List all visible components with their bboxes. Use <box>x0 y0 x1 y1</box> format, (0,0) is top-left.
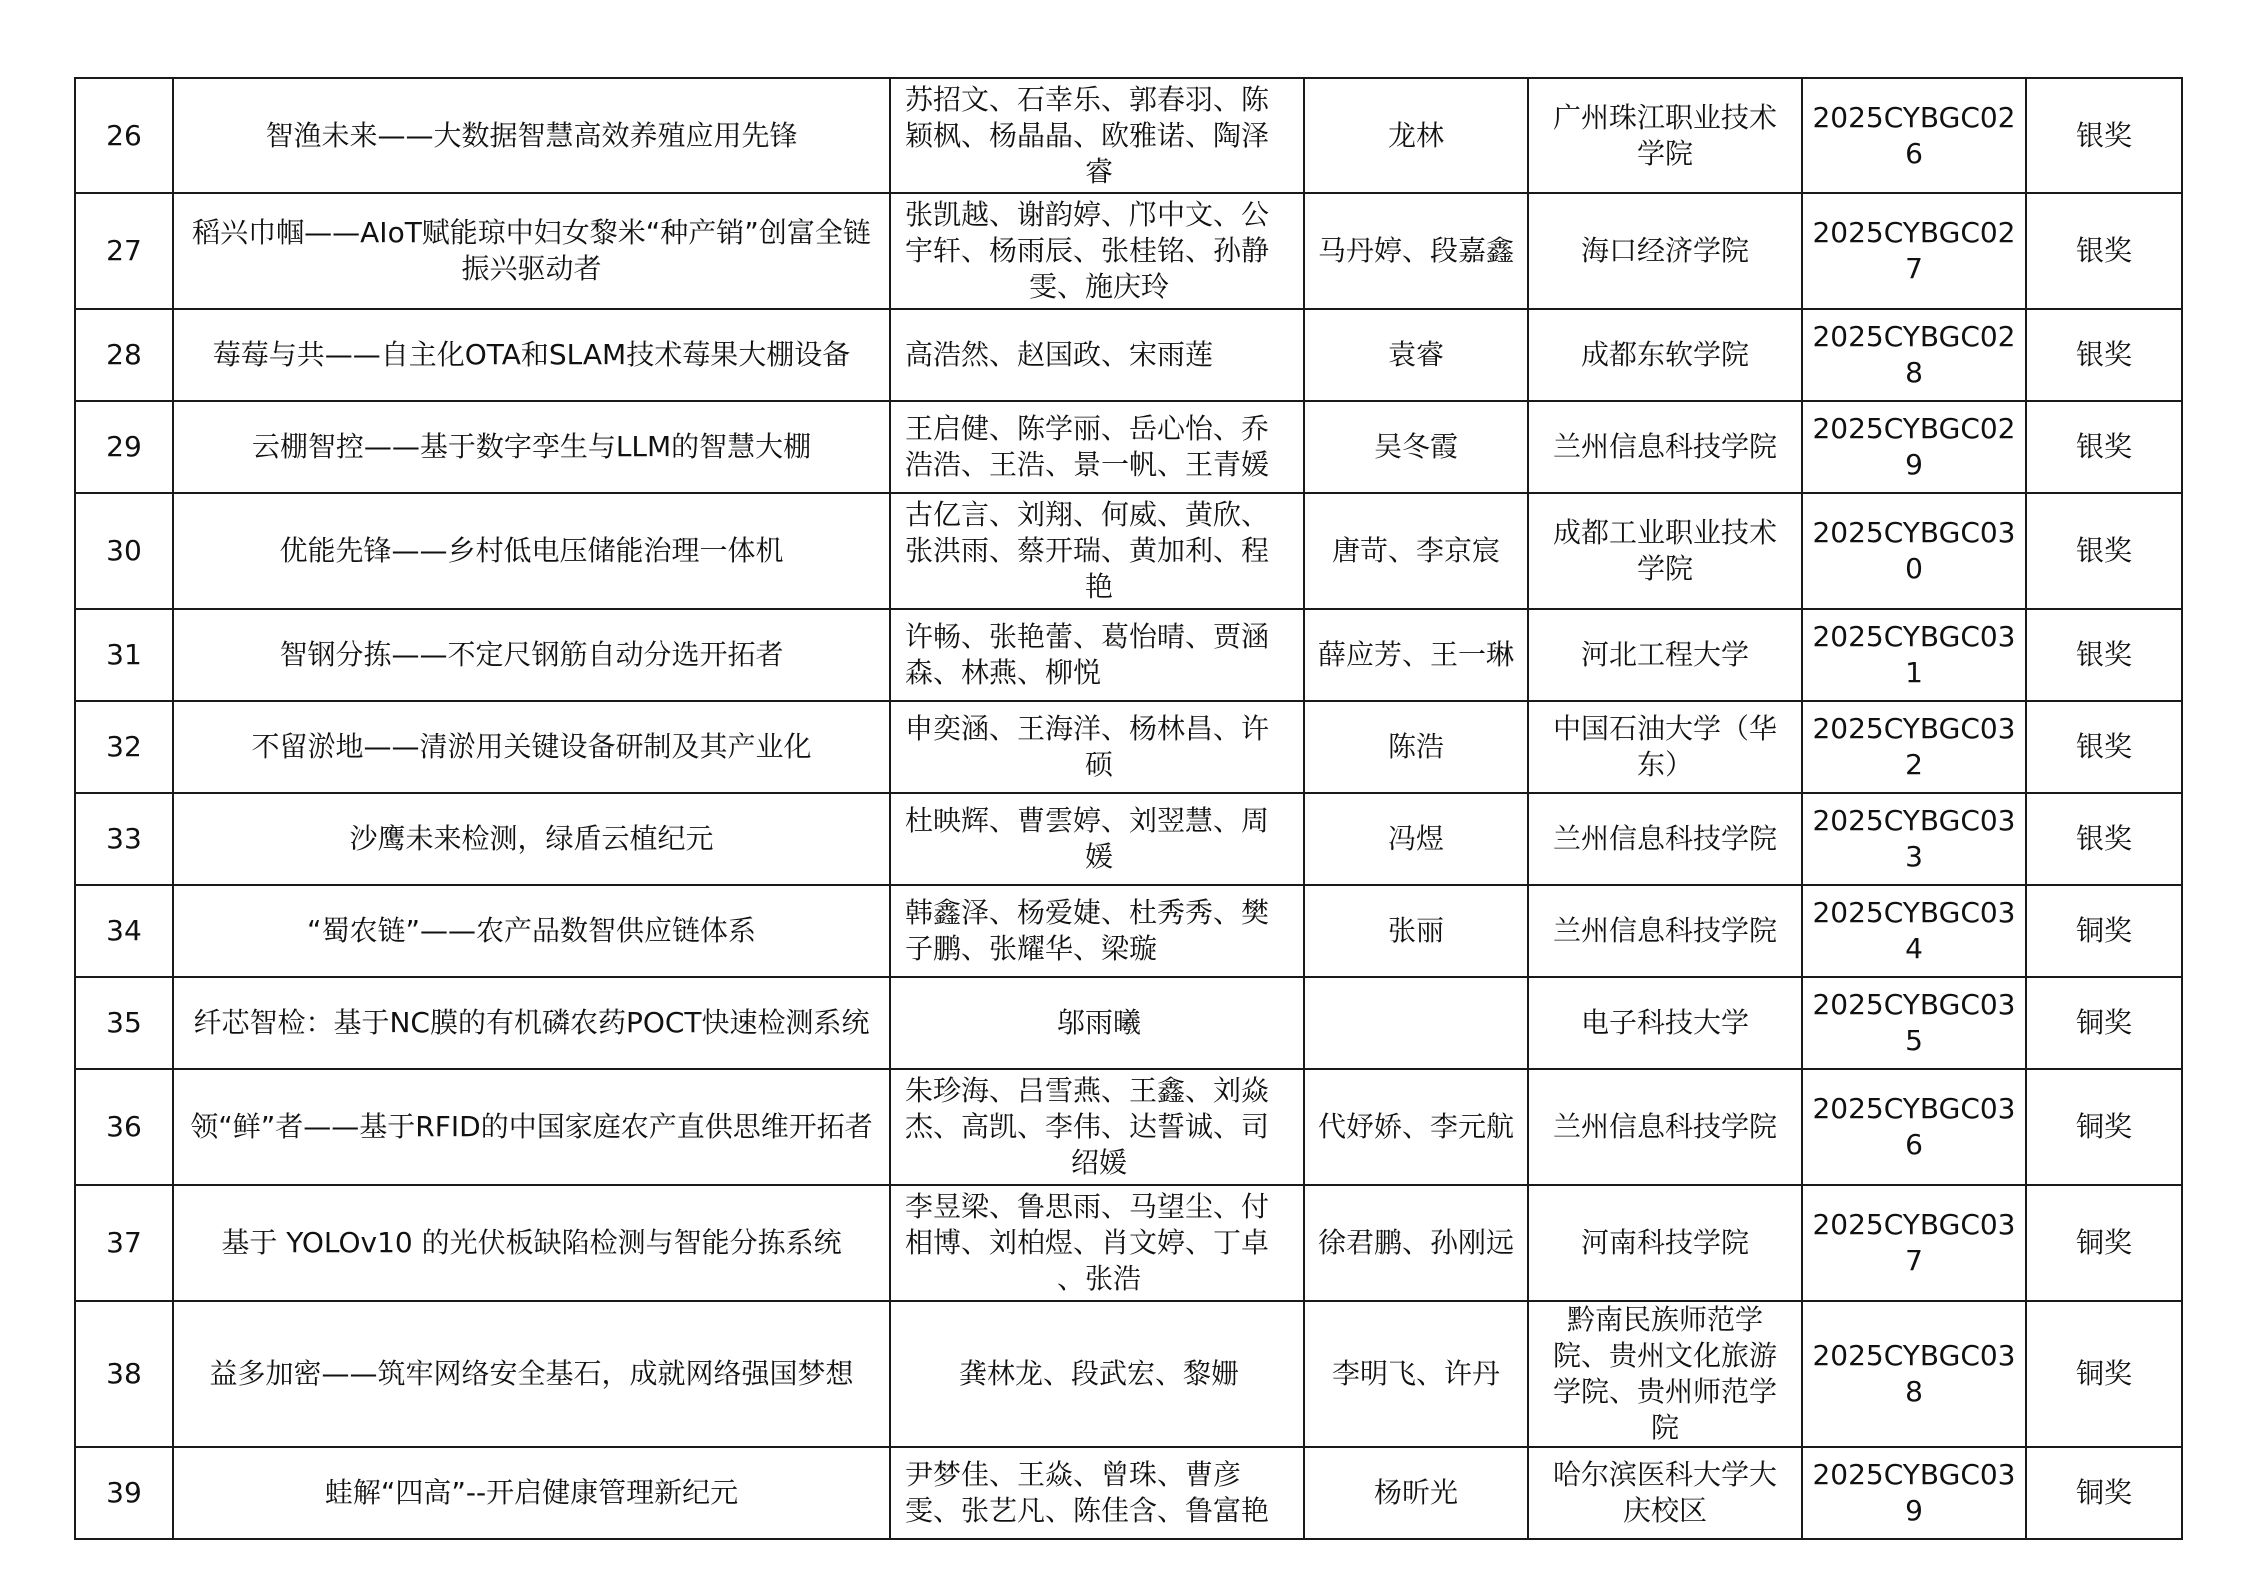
team-members-tail: 硕 <box>1084 748 1113 781</box>
institution: 海口经济学院 <box>1528 193 1802 309</box>
table-row <box>75 1069 2182 1185</box>
institution: 河北工程大学 <box>1528 609 1802 701</box>
advisor: 张丽 <box>1304 885 1528 977</box>
project-title: 智钢分拣——不定尺钢筋自动分选开拓者 <box>173 609 890 701</box>
row-number: 38 <box>75 1301 173 1447</box>
institution: 兰州信息科技学院 <box>1528 1069 1802 1185</box>
award-level: 铜奖 <box>2026 885 2182 977</box>
team-members <box>890 1185 1304 1301</box>
table-row <box>75 885 2182 977</box>
advisor: 唐苛、李京宸 <box>1304 493 1528 609</box>
institution: 兰州信息科技学院 <box>1528 401 1802 493</box>
advisor: 袁睿 <box>1304 309 1528 401</box>
row-number: 27 <box>75 193 173 309</box>
table-row <box>75 309 2182 401</box>
project-title: 智渔未来——大数据智慧高效养殖应用先锋 <box>173 78 890 193</box>
row-number: 33 <box>75 793 173 885</box>
project-code: 2025CYBGC032 <box>1802 701 2026 793</box>
advisor: 陈浩 <box>1304 701 1528 793</box>
team-members-text: 申奕涵、王海洋、杨林昌、许 <box>905 712 1270 745</box>
team-members <box>890 78 1304 193</box>
award-level: 银奖 <box>2026 309 2182 401</box>
team-members-text: 尹梦佳、王焱、曾珠、曹彦雯、张艺凡、陈佳含、鲁富艳 <box>905 1458 1270 1527</box>
table-body <box>75 78 2182 1539</box>
table-row <box>75 193 2182 309</box>
team-members-text: 朱珍海、吕雪燕、王鑫、刘焱杰、高凯、李伟、达誓诚、司 <box>905 1074 1270 1143</box>
team-members-text: 王启健、陈学丽、岳心怡、乔浩浩、王浩、景一帆、王青媛 <box>905 412 1270 481</box>
team-members <box>890 1447 1304 1539</box>
project-code: 2025CYBGC038 <box>1802 1301 2026 1447</box>
row-number: 30 <box>75 493 173 609</box>
row-number: 34 <box>75 885 173 977</box>
team-members <box>890 1069 1304 1185</box>
advisor: 杨昕光 <box>1304 1447 1528 1539</box>
institution: 中国石油大学（华东） <box>1528 701 1802 793</box>
row-number: 29 <box>75 401 173 493</box>
team-members <box>890 493 1304 609</box>
project-code: 2025CYBGC039 <box>1802 1447 2026 1539</box>
row-number: 35 <box>75 977 173 1069</box>
team-members-tail: 龚林龙、段武宏、黎姗 <box>958 1357 1239 1390</box>
team-members <box>890 193 1304 309</box>
table-row <box>75 401 2182 493</box>
advisor: 李明飞、许丹 <box>1304 1301 1528 1447</box>
project-title: 云棚智控——基于数字孪生与LLM的智慧大棚 <box>173 401 890 493</box>
project-code: 2025CYBGC026 <box>1802 78 2026 193</box>
team-members <box>890 885 1304 977</box>
team-members-text: 苏招文、石幸乐、郭春羽、陈颖枫、杨晶晶、欧雅诺、陶泽 <box>905 82 1270 152</box>
row-number: 37 <box>75 1185 173 1301</box>
award-level: 银奖 <box>2026 609 2182 701</box>
project-code: 2025CYBGC030 <box>1802 493 2026 609</box>
team-members-text: 高浩然、赵国政、宋雨莲 <box>905 338 1214 371</box>
team-members-tail: 睿 <box>1084 154 1113 188</box>
award-level: 银奖 <box>2026 193 2182 309</box>
institution: 电子科技大学 <box>1528 977 1802 1069</box>
award-level: 银奖 <box>2026 78 2182 193</box>
institution: 成都东软学院 <box>1528 309 1802 401</box>
table-row <box>75 1301 2182 1447</box>
project-title: 纤芯智检：基于NC膜的有机磷农药POCT快速检测系统 <box>173 977 890 1069</box>
team-members <box>890 401 1304 493</box>
table-row <box>75 701 2182 793</box>
project-title: 沙鹰未来检测，绿盾云植纪元 <box>173 793 890 885</box>
advisor: 吴冬霞 <box>1304 401 1528 493</box>
team-members-text: 韩鑫泽、杨爱婕、杜秀秀、樊子鹏、张耀华、梁璇 <box>905 896 1270 965</box>
project-code: 2025CYBGC031 <box>1802 609 2026 701</box>
award-level: 银奖 <box>2026 793 2182 885</box>
advisor: 冯煜 <box>1304 793 1528 885</box>
team-members <box>890 609 1304 701</box>
project-title: “蜀农链”——农产品数智供应链体系 <box>173 885 890 977</box>
team-members <box>890 1301 1304 1447</box>
advisor: 徐君鹏、孙刚远 <box>1304 1185 1528 1301</box>
table-row <box>75 1447 2182 1539</box>
row-number: 26 <box>75 78 173 193</box>
project-code: 2025CYBGC037 <box>1802 1185 2026 1301</box>
table-row <box>75 493 2182 609</box>
award-level: 铜奖 <box>2026 1301 2182 1447</box>
team-members-tail: 媛 <box>1084 840 1113 873</box>
institution: 兰州信息科技学院 <box>1528 793 1802 885</box>
advisor: 薛应芳、王一琳 <box>1304 609 1528 701</box>
team-members-text: 许畅、张艳蕾、葛怡晴、贾涵森、林燕、柳悦 <box>905 620 1270 689</box>
row-number: 39 <box>75 1447 173 1539</box>
team-members-text: 杜映辉、曹雲婷、刘翌慧、周 <box>905 804 1270 837</box>
award-level: 银奖 <box>2026 701 2182 793</box>
team-members <box>890 793 1304 885</box>
project-title: 优能先锋——乡村低电压储能治理一体机 <box>173 493 890 609</box>
award-level: 银奖 <box>2026 493 2182 609</box>
project-title: 蛙解“四高”--开启健康管理新纪元 <box>173 1447 890 1539</box>
team-members <box>890 701 1304 793</box>
institution: 河南科技学院 <box>1528 1185 1802 1301</box>
project-title: 领“鲜”者——基于RFID的中国家庭农产直供思维开拓者 <box>173 1069 890 1185</box>
award-level: 铜奖 <box>2026 977 2182 1069</box>
table-row <box>75 1185 2182 1301</box>
advisor: 马丹婷、段嘉鑫 <box>1304 193 1528 309</box>
team-members <box>890 977 1304 1069</box>
table-row <box>75 78 2182 193</box>
row-number: 28 <box>75 309 173 401</box>
project-code: 2025CYBGC036 <box>1802 1069 2026 1185</box>
institution: 哈尔滨医科大学大庆校区 <box>1528 1447 1802 1539</box>
team-members-tail: 邬雨曦 <box>1056 1006 1141 1039</box>
project-title: 益多加密——筑牢网络安全基石，成就网络强国梦想 <box>173 1301 890 1447</box>
award-level: 铜奖 <box>2026 1447 2182 1539</box>
table-row <box>75 793 2182 885</box>
team-members-text: 古亿言、刘翔、何威、黄欣、张洪雨、蔡开瑞、黄加利、程 <box>905 498 1270 567</box>
institution: 成都工业职业技术学院 <box>1528 493 1802 609</box>
table-row <box>75 977 2182 1069</box>
team-members-tail: 艳 <box>1084 570 1113 603</box>
team-members-tail: 绍媛 <box>1070 1146 1127 1179</box>
institution: 兰州信息科技学院 <box>1528 885 1802 977</box>
institution: 黔南民族师范学院、贵州文化旅游学院、贵州师范学院 <box>1528 1301 1802 1447</box>
award-level: 铜奖 <box>2026 1185 2182 1301</box>
project-title: 不留淤地——清淤用关键设备研制及其产业化 <box>173 701 890 793</box>
project-title: 稻兴巾帼——AIoT赋能琼中妇女黎米“种产销”创富全链振兴驱动者 <box>173 193 890 309</box>
institution: 广州珠江职业技术学院 <box>1528 78 1802 193</box>
awards-table <box>74 77 2183 1540</box>
project-code: 2025CYBGC033 <box>1802 793 2026 885</box>
row-number: 32 <box>75 701 173 793</box>
advisor: 龙林 <box>1304 78 1528 193</box>
team-members-text: 张凯越、谢韵婷、邝中文、公宇轩、杨雨辰、张桂铭、孙静 <box>905 198 1270 267</box>
team-members <box>890 309 1304 401</box>
award-level: 铜奖 <box>2026 1069 2182 1185</box>
project-code: 2025CYBGC035 <box>1802 977 2026 1069</box>
row-number: 36 <box>75 1069 173 1185</box>
project-title: 莓莓与共——自主化OTA和SLAM技术莓果大棚设备 <box>173 309 890 401</box>
team-members-tail: 、张浩 <box>1056 1262 1141 1295</box>
row-number: 31 <box>75 609 173 701</box>
project-code: 2025CYBGC028 <box>1802 309 2026 401</box>
project-title: 基于 YOLOv10 的光伏板缺陷检测与智能分拣系统 <box>173 1185 890 1301</box>
project-code: 2025CYBGC034 <box>1802 885 2026 977</box>
project-code: 2025CYBGC029 <box>1802 401 2026 493</box>
project-code: 2025CYBGC027 <box>1802 193 2026 309</box>
team-members-tail: 雯、施庆玲 <box>1028 270 1169 303</box>
advisor <box>1304 977 1528 1069</box>
team-members-text: 李昱梁、鲁思雨、马望尘、付相博、刘柏煜、肖文婷、丁卓 <box>905 1190 1270 1259</box>
advisor: 代妤娇、李元航 <box>1304 1069 1528 1185</box>
award-level: 银奖 <box>2026 401 2182 493</box>
table-row <box>75 609 2182 701</box>
